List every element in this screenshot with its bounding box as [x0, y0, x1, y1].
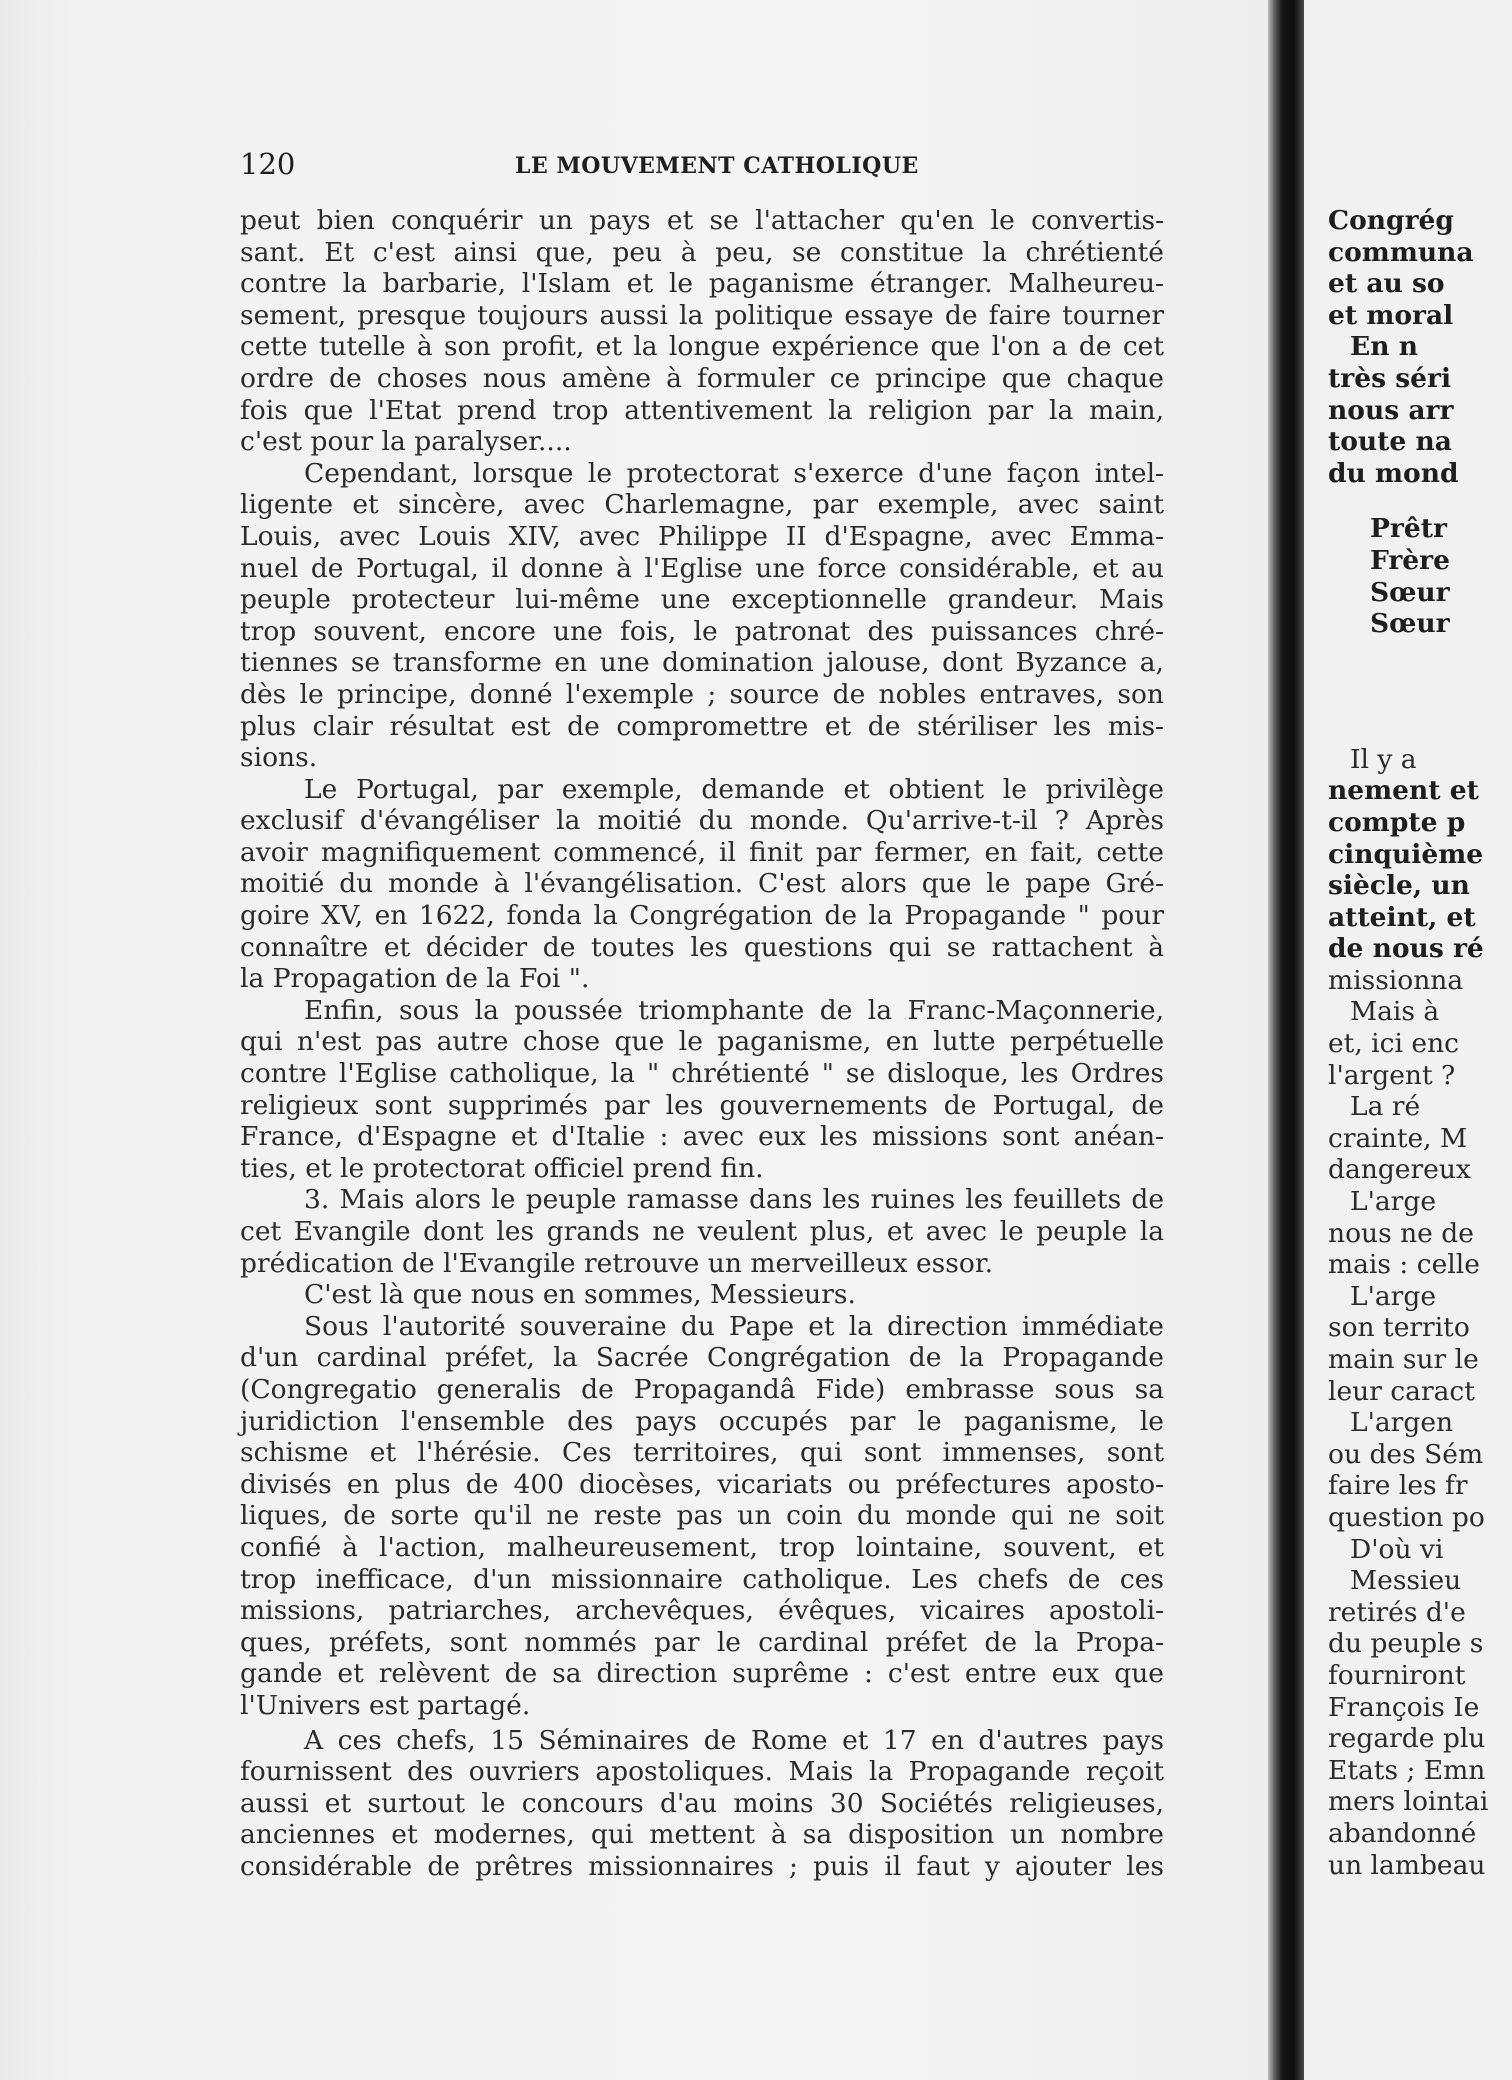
text-line: qui n'est pas autre chose que le paganisme, en lutte perpétuelle	[240, 1026, 1164, 1058]
text-line: considérable de prêtres missionnaires ; puis il faut y ajouter les	[240, 1850, 1164, 1882]
text-line: schisme et l'hérésie. Ces territoires, qui sont immenses, sont	[240, 1437, 1164, 1469]
text-fragment: Mais à	[1350, 996, 1440, 1028]
text-fragment: L'arge	[1350, 1280, 1436, 1312]
text-fragment: communa	[1328, 236, 1474, 268]
text-line: la Propagation de la Foi ".	[240, 963, 590, 995]
paragraph-first-line: Enfin, sous la poussée triomphante de la Franc-Maçonnerie,	[304, 994, 1164, 1026]
text-fragment: Frère	[1370, 544, 1450, 576]
text-fragment: de nous ré	[1328, 933, 1484, 965]
text-fragment: atteint, et	[1328, 901, 1476, 933]
text-line: trop inefficace, d'un missionnaire catholique. Les chefs de ces	[240, 1563, 1164, 1595]
text-line: France, d'Espagne et d'Italie : avec eux les missions sont anéan-	[240, 1121, 1164, 1153]
text-fragment: Sœur	[1370, 608, 1450, 640]
text-line: nuel de Portugal, il donne à l'Eglise une force considérable, et au	[240, 552, 1164, 584]
text-line: liques, de sorte qu'il ne reste pas un coin du monde qui ne soit	[240, 1500, 1164, 1532]
text-line: fois que l'Etat prend trop attentivement la religion par la main,	[240, 394, 1164, 426]
text-line: anciennes et modernes, qui mettent à sa disposition un nombre	[240, 1819, 1164, 1851]
text-line: contre l'Eglise catholique, la " chrétienté " se disloque, les Ordres	[240, 1058, 1164, 1090]
text-line: avoir magnifiquement commencé, il finit par fermer, en fait, cette	[240, 836, 1164, 868]
text-fragment: François Ie	[1328, 1691, 1480, 1723]
paragraph-first-line: Le Portugal, par exemple, demande et obtient le privilège	[304, 773, 1164, 805]
text-fragment: l'argent ?	[1328, 1059, 1456, 1091]
text-line: cet Evangile dont les grands ne veulent plus, et avec le peuple la	[240, 1216, 1164, 1247]
text-line: sant. Et c'est ainsi que, peu à peu, se constitue la chrétienté	[240, 236, 1164, 268]
text-fragment: et moral	[1328, 299, 1454, 331]
text-line: religieux sont supprimés par les gouvernements de Portugal, de	[240, 1089, 1164, 1121]
text-line: tiennes se transforme en une domination jalouse, dont Byzance a,	[240, 647, 1164, 679]
text-line: prédication de l'Evangile retrouve un merveilleux essor.	[240, 1247, 994, 1279]
page-number: 120	[240, 147, 296, 181]
text-line: trop souvent, encore une fois, le patronat des puissances chré-	[240, 615, 1164, 647]
text-line: peuple protecteur lui-même une exceptionnelle grandeur. Mais	[240, 584, 1164, 616]
text-fragment: Il y a	[1350, 743, 1417, 775]
paragraph-first-line: C'est là que nous en sommes, Messieurs.	[304, 1279, 856, 1311]
text-line: missions, patriarches, archevêques, évêques, vicaires apostoli-	[240, 1595, 1164, 1627]
body-text	[240, 205, 1164, 1882]
paragraph-first-line: Sous l'autorité souveraine du Pape et la direction immédiate	[304, 1310, 1164, 1342]
text-fragment: cinquième	[1328, 838, 1484, 870]
text-fragment: retirés d'e	[1328, 1596, 1466, 1628]
text-fragment: un lambeau	[1328, 1849, 1486, 1881]
text-line: plus clair résultat est de compromettre et de stériliser les mis-	[240, 710, 1164, 742]
text-line: ques, préfets, sont nommés par le cardinal préfet de la Propa-	[240, 1626, 1164, 1658]
text-fragment: L'argen	[1350, 1407, 1454, 1439]
text-fragment: crainte, M	[1328, 1122, 1468, 1154]
text-fragment: main sur le	[1328, 1344, 1479, 1375]
text-fragment: très séri	[1328, 362, 1452, 394]
text-fragment: La ré	[1350, 1091, 1421, 1123]
text-line: confié à l'action, malheureusement, trop lointaine, souvent, et	[240, 1531, 1164, 1563]
text-line: cette tutelle à son profit, et la longue expérience que l'on a de cet	[240, 331, 1164, 363]
text-line: divisés en plus de 400 diocèses, vicariats ou préfectures aposto-	[240, 1468, 1164, 1500]
text-line: c'est pour la paralyser....	[240, 426, 572, 458]
text-fragment: fourniront	[1328, 1659, 1466, 1691]
text-fragment: Messieu	[1350, 1565, 1462, 1597]
text-line: ties, et le protectorat officiel prend fin.	[240, 1152, 764, 1184]
text-line: aussi et surtout le concours d'au moins 30 Sociétés religieuses,	[240, 1787, 1164, 1819]
text-line: ordre de choses nous amène à formuler ce principe que chaque	[240, 362, 1164, 394]
text-line: sions.	[240, 742, 318, 774]
right-page	[1304, 0, 1512, 2080]
text-fragment: leur caract	[1328, 1375, 1475, 1407]
text-line: Louis, avec Louis XIV, avec Philippe II d'Espagne, avec Emma-	[240, 520, 1164, 552]
text-line: gande et relèvent de sa direction suprême : c'est entre eux que	[240, 1658, 1164, 1690]
text-fragment: du mond	[1328, 457, 1459, 489]
right-page-text	[1328, 205, 1488, 1881]
text-line: peut bien conquérir un pays et se l'attacher qu'en le convertis-	[240, 205, 1164, 236]
text-line: goire XV, en 1622, fonda la Congrégation de la Propagande " pour	[240, 900, 1164, 932]
text-fragment: nous ne de	[1328, 1217, 1474, 1249]
text-fragment: du peuple s	[1328, 1628, 1484, 1660]
text-fragment: Sœur	[1370, 576, 1450, 608]
paragraph-first-line: Cependant, lorsque le protectorat s'exerce d'une façon intel-	[304, 457, 1164, 489]
text-fragment: ou des Sém	[1328, 1438, 1484, 1470]
text-line: fournissent des ouvriers apostoliques. Mais la Propagande reçoit	[240, 1756, 1164, 1788]
text-fragment: L'arge	[1350, 1186, 1436, 1218]
text-fragment: En n	[1350, 331, 1418, 363]
text-line: connaître et décider de toutes les questions qui se rattachent à	[240, 931, 1164, 963]
text-fragment: et au so	[1328, 268, 1445, 300]
paragraph-first-line: 3. Mais alors le peuple ramasse dans les ruines les feuillets de	[304, 1184, 1164, 1216]
text-line: d'un cardinal préfet, la Sacrée Congrégation de la Propagande	[240, 1342, 1164, 1374]
text-fragment: faire les fr	[1328, 1470, 1468, 1502]
text-fragment: siècle, un	[1328, 870, 1470, 902]
text-fragment: et, ici enc	[1328, 1028, 1459, 1060]
text-fragment: Etats ; Emn	[1328, 1754, 1486, 1786]
text-line: (Congregatio generalis de Propagandâ Fide) embrasse sous sa	[240, 1373, 1164, 1405]
text-fragment: Prêtr	[1370, 513, 1447, 545]
text-fragment: compte p	[1328, 806, 1466, 838]
text-line: moitié du monde à l'évangélisation. C'est alors que le pape Gré-	[240, 868, 1164, 900]
text-fragment: son territo	[1328, 1312, 1470, 1344]
text-line: exclusif d'évangéliser la moitié du monde. Qu'arrive-t-il ? Après	[240, 805, 1164, 837]
text-line: sement, presque toujours aussi la politique essaye de faire tourner	[240, 299, 1164, 331]
text-fragment: abandonné	[1328, 1817, 1477, 1849]
text-fragment: dangereux	[1328, 1154, 1471, 1186]
text-fragment: toute na	[1328, 426, 1452, 458]
text-line: dès le principe, donné l'exemple ; source de nobles entraves, son	[240, 678, 1164, 710]
book-gutter	[1268, 0, 1304, 2080]
text-line: ligente et sincère, avec Charlemagne, par exemple, avec saint	[240, 489, 1164, 521]
text-line: l'Univers est partagé.	[240, 1689, 531, 1721]
text-line: contre la barbarie, l'Islam et le paganisme étranger. Malheureu-	[240, 268, 1164, 300]
text-fragment: Congrég	[1328, 205, 1454, 236]
text-fragment: D'où vi	[1350, 1533, 1444, 1565]
paragraph-first-line: A ces chefs, 15 Séminaires de Rome et 17 en d'autres pays	[304, 1724, 1164, 1756]
text-fragment: question po	[1328, 1501, 1485, 1533]
text-fragment: nous arr	[1328, 394, 1454, 426]
running-title: LE MOUVEMENT CATHOLIQUE	[515, 153, 919, 179]
text-fragment: mais : celle	[1328, 1249, 1480, 1281]
text-fragment: missionna	[1328, 964, 1464, 996]
text-fragment: nement et	[1328, 775, 1479, 807]
text-fragment: regarde plu	[1328, 1723, 1486, 1755]
text-fragment: mers lointai	[1328, 1786, 1489, 1818]
text-line: juridiction l'ensemble des pays occupés par le paganisme, le	[240, 1405, 1164, 1437]
running-head	[240, 147, 1240, 187]
